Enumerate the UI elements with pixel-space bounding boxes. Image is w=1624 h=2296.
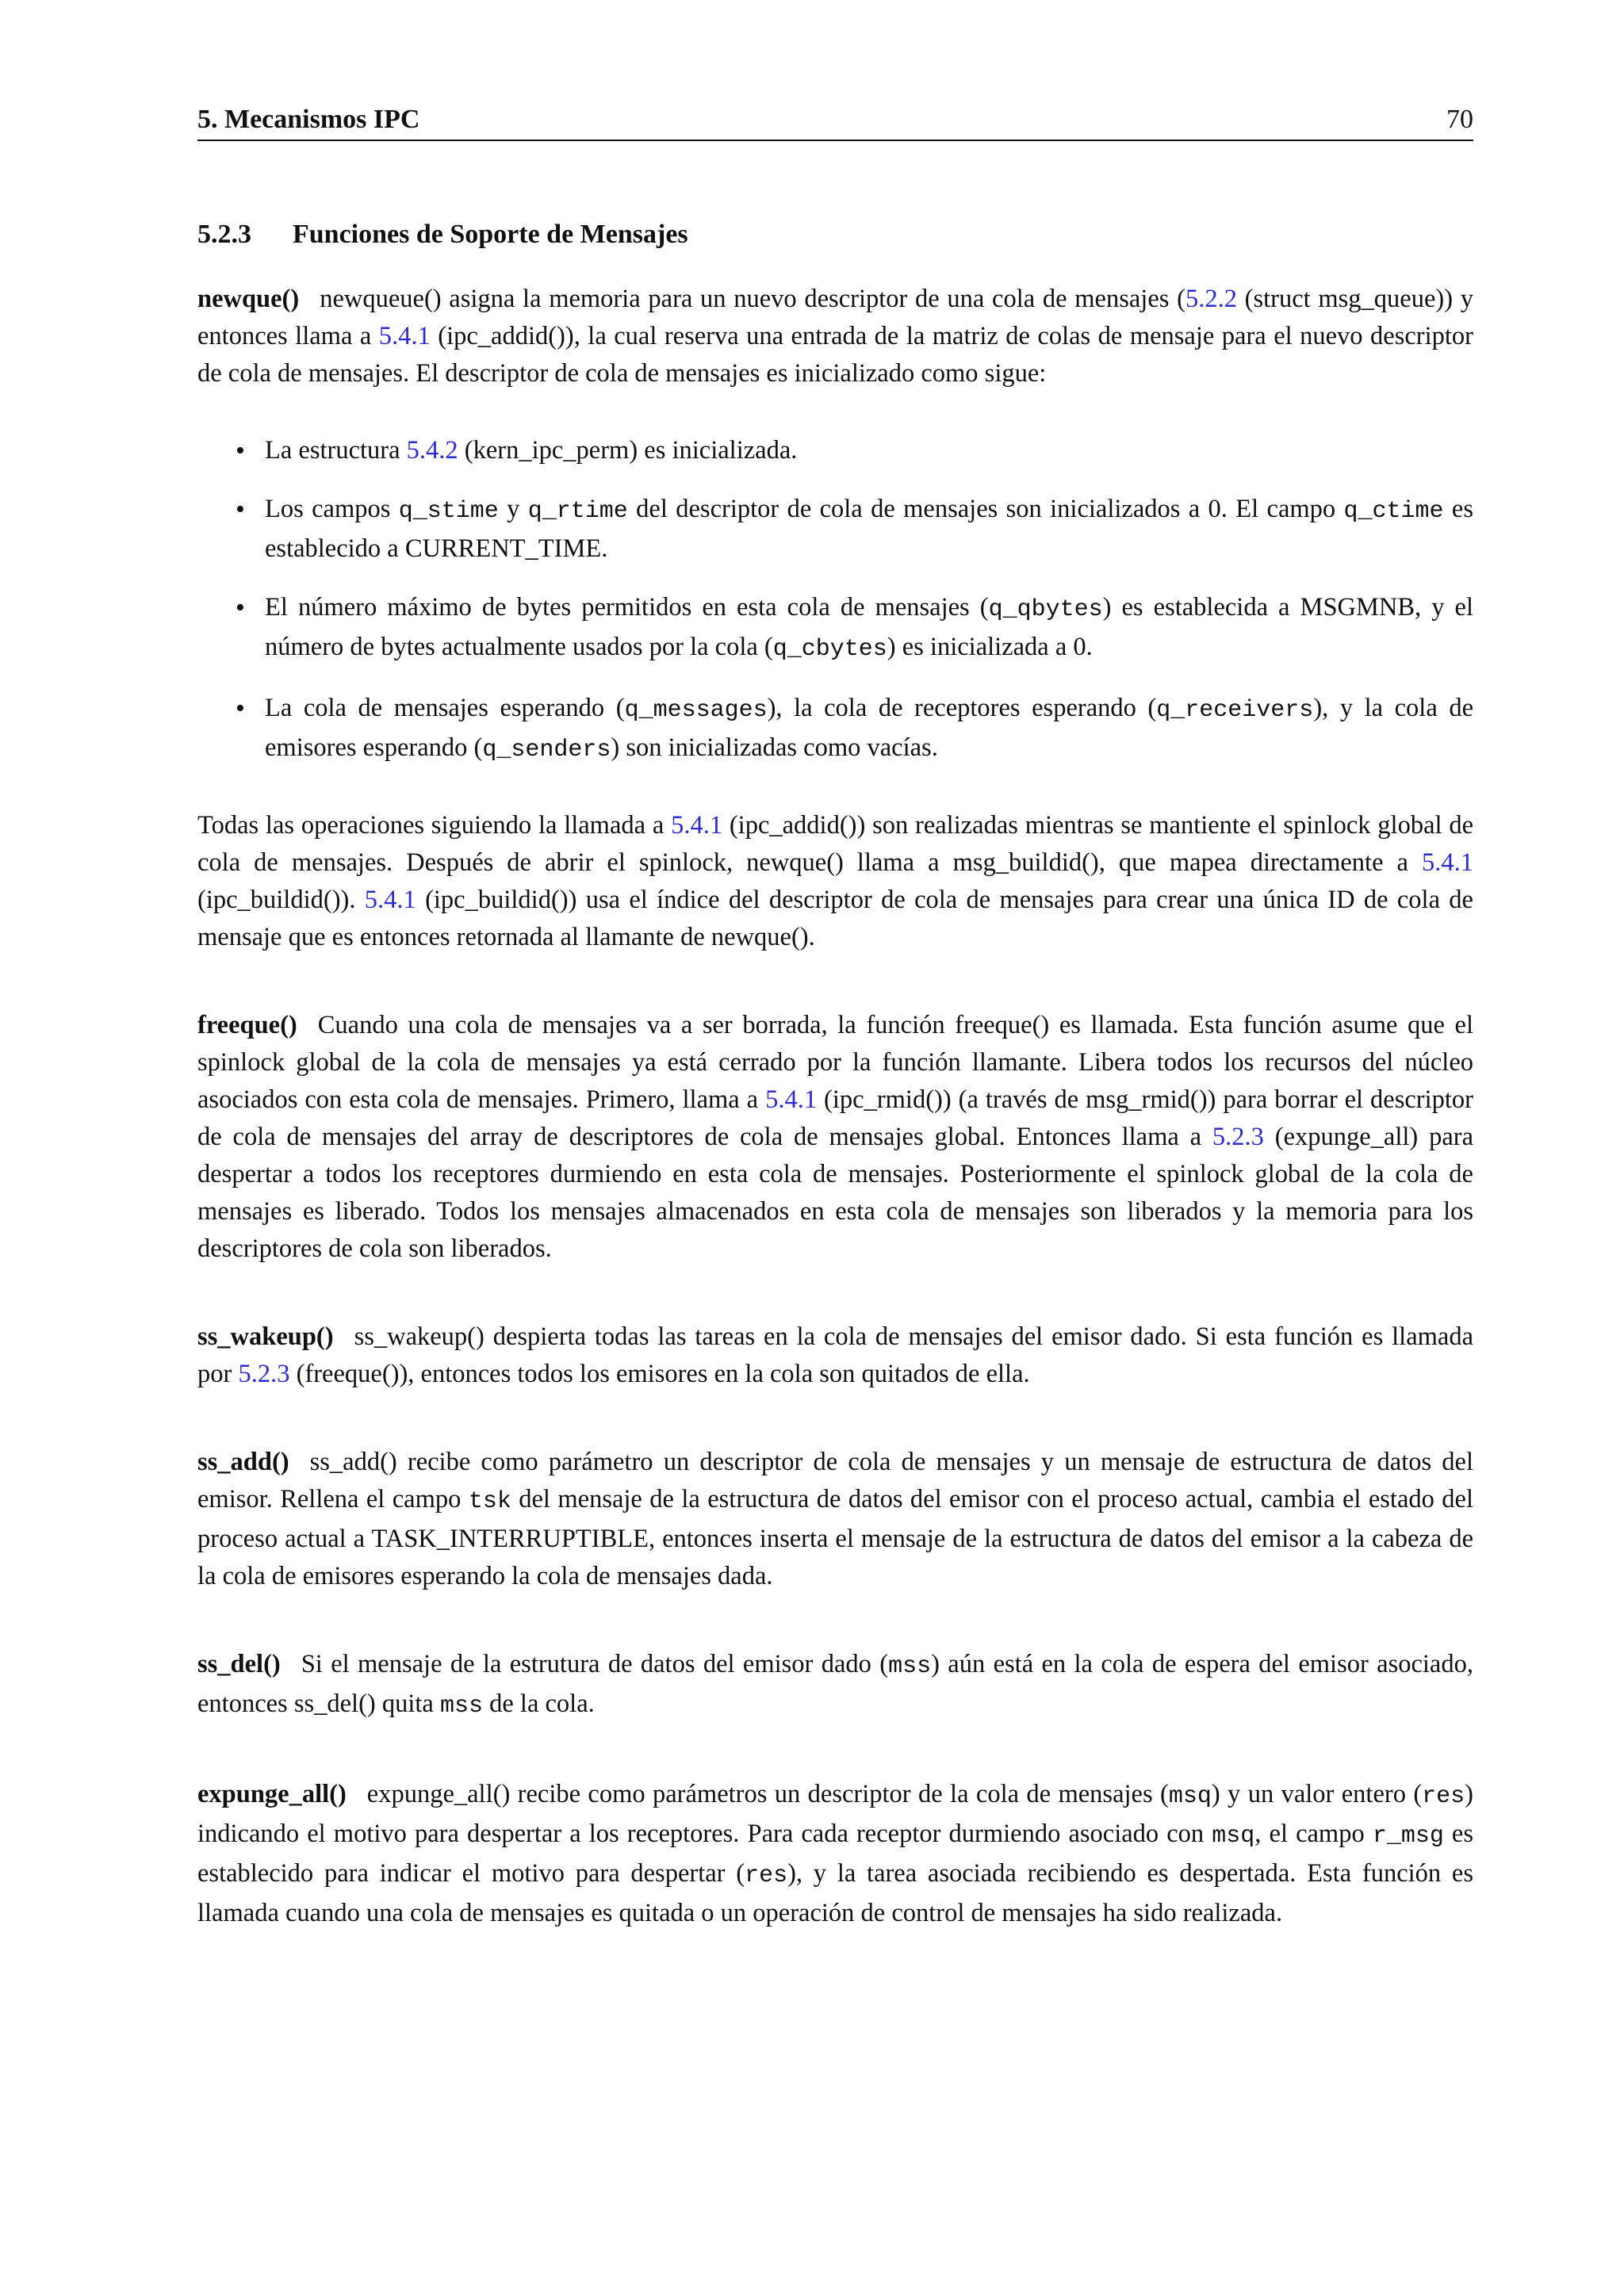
paragraph-newque: newque() newqueue() asigna la memoria para un nuevo descriptor de una cola de mensajes (5.2.2 (struct msg_queue)) y entonces llama a 5.4.1 (ipc_addid()), la cual reserva una entrada de la matriz de colas de mensaje para el nuevo descriptor de cola de mensajes. El descriptor de cola de mensajes es inicializado como sigue: (197, 285, 1474, 388)
chapter-title: 5. Mecanismos IPC (197, 105, 420, 134)
code-term: res (745, 1862, 788, 1889)
section-title: Funciones de Soporte de Mensajes (293, 220, 688, 249)
cross-ref-link[interactable]: 5.4.1 (1422, 848, 1473, 877)
list-item: • El número máximo de bytes permitidos en esta cola de mensajes (q_qbytes) es establecida a MSGMNB, y el número de bytes actualmente usados por la cola (q_cbytes) es inicializada a 0. (197, 589, 1473, 668)
cross-ref-link[interactable]: 5.4.1 (765, 1085, 818, 1114)
code-term: r_msg (1372, 1823, 1444, 1850)
cross-ref-link[interactable]: 5.4.2 (406, 436, 458, 465)
cross-ref-link[interactable]: 5.2.3 (1212, 1123, 1264, 1151)
code-term: q_ctime (1343, 498, 1444, 525)
paragraph-freeque: freeque() Cuando una cola de mensajes va a ser borrada, la función freeque() es llamada. Esta función asume que el spinlock global de la cola de mensajes ya está cerrado por la función llamante. Libera todos los recursos del núcleo asociados con esta cola de mensajes. Primero, llama a 5.4.1 (ipc_rmid()) (a través de msg_rmid()) para borrar el descriptor de cola de mensajes del array de descriptores de cola de mensajes global. Entonces llama a 5.2.3 (expunge_all) para despertar a todos los receptores durmiendo en esta cola de mensajes. Posteriormente el spinlock global de la cola de mensajes es liberado. Todos los mensajes almacenados en esta cola de mensajes son liberados y la memoria para los descriptores de cola son liberados. (197, 1011, 1473, 1263)
paragraph-ss-add: ss_add() ss_add() recibe como parámetro un descriptor de cola de mensajes y un mensaje de estructura de datos del emisor. Rellena el campo tsk del mensaje de la estructura de datos del emisor con el proceso actual, cambia el estado del proceso actual a TASK_INTERRUPTIBLE, entonces inserta el mensaje de la estructura de datos del emisor a la cabeza de la cola de emisores esperando la cola de mensajes dada. (197, 1448, 1473, 1590)
paragraph-todas: Todas las operaciones siguiendo la llamada a 5.4.1 (ipc_addid()) son realizadas mientras se mantiente el spinlock global de cola de mensajes. Después de abrir el spinlock, newque() llama a msg_buildid(), que mapea directamente a 5.4.1 (ipc_buildid()). 5.4.1 (ipc_buildid()) usa el índice del descriptor de cola de mensajes para crear una única ID de cola de mensaje que es entonces retornada al llamante de newque(). (197, 811, 1473, 951)
cross-ref-link[interactable]: 5.4.1 (364, 886, 416, 914)
code-term: q_stime (398, 498, 499, 525)
section-number: 5.2.3 (197, 220, 251, 249)
paragraph-ss-del: ss_del() Si el mensaje de la estrutura de datos del emisor dado (mss) aún está en la cola de espera del emisor asociado, entonces ss_del() quita mss de la cola. (197, 1650, 1473, 1720)
run-in-heading-freeque: freeque() (197, 1011, 297, 1039)
cross-ref-link[interactable]: 5.4.1 (671, 811, 723, 840)
page-number: 70 (1446, 105, 1473, 134)
paragraph-ss-wakeup: ss_wakeup() ss_wakeup() despierta todas las tareas en la cola de mensajes del emisor dado. Si esta función es llamada por 5.2.3 (freeque()), entonces todos los emisores en la cola son quitados de ella. (197, 1322, 1473, 1388)
paragraph-expunge-all: expunge_all() expunge_all() recibe como parámetros un descriptor de la cola de mensajes (msq) y un valor entero (res) indicando el motivo para despertar a los receptores. Para cada receptor durmiendo asociado con msq, el campo r_msg es establecido para indicar el motivo para despertar (res), y la tarea asociada recibiendo es despertada. Esta función es llamada cuando una cola de mensajes es quitada o un operación de control de mensajes ha sido realizada. (197, 1780, 1473, 1927)
cross-ref-link[interactable]: 5.2.2 (1185, 285, 1237, 313)
run-in-heading-ss-wakeup: ss_wakeup() (197, 1322, 334, 1351)
code-term: q_qbytes (988, 596, 1103, 623)
cross-ref-link[interactable]: 5.4.1 (378, 322, 431, 350)
page-body (197, 216, 1473, 1983)
run-in-heading-ss-del: ss_del() (197, 1650, 281, 1678)
code-term: q_receivers (1156, 697, 1314, 724)
code-term: mss (439, 1693, 483, 1720)
code-term: mss (888, 1653, 932, 1680)
section-heading (197, 216, 1473, 254)
running-header (197, 101, 1473, 141)
list-item: • La estructura 5.4.2 (kern_ipc_perm) es inicializada. (197, 432, 1473, 469)
cross-ref-link[interactable]: 5.2.3 (238, 1360, 290, 1388)
list-item: • La cola de mensajes esperando (q_messages), la cola de receptores esperando (q_receivers), y la cola de emisores esperando (q_senders) son inicializadas como vacías. (197, 690, 1473, 769)
code-term: q_cbytes (772, 636, 887, 663)
code-term: q_rtime (527, 498, 628, 525)
code-term: msq (1212, 1823, 1255, 1850)
code-term: q_messages (624, 697, 768, 724)
code-term: tsk (468, 1488, 511, 1515)
code-term: msq (1168, 1783, 1212, 1810)
code-term: res (1422, 1783, 1465, 1810)
list-item: • Los campos q_stime y q_rtime del descriptor de cola de mensajes son inicializados a 0. El campo q_ctime es establecido a CURRENT_TIME. (197, 491, 1473, 568)
run-in-heading-newque: newque() (197, 285, 300, 313)
run-in-heading-ss-add: ss_add() (197, 1448, 289, 1476)
code-term: q_senders (482, 737, 611, 763)
init-list (197, 432, 1473, 769)
run-in-heading-expunge-all: expunge_all() (197, 1780, 347, 1808)
